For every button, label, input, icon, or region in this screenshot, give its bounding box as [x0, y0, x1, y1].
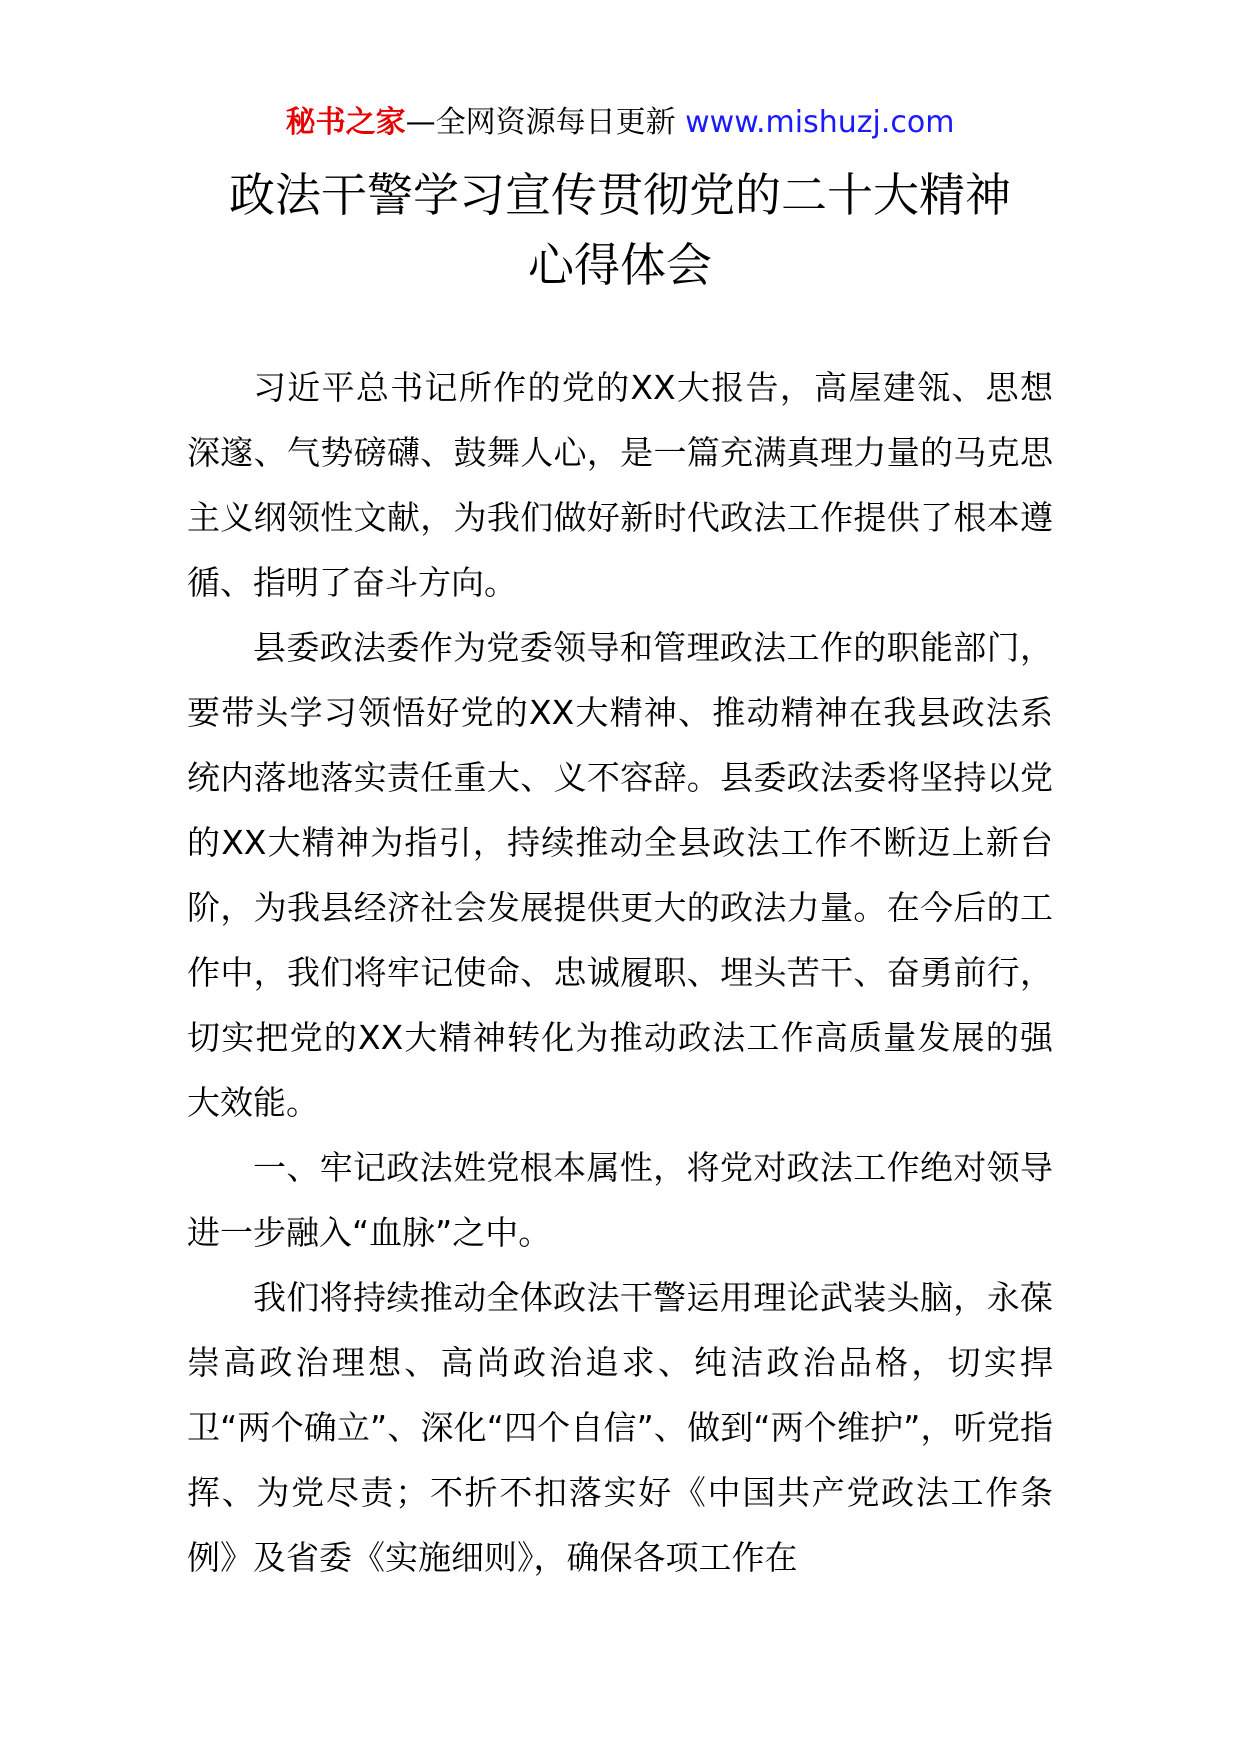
- document-body: [187, 355, 1053, 1590]
- section-heading-1: 一、牢记政法姓党根本属性，将党对政法工作绝对领导进一步融入“血脉”之中。: [187, 1148, 1053, 1252]
- paragraph-intro: 习近平总书记所作的党的XX大报告，高屋建瓴、思想深邃、气势磅礴、鼓舞人心，是一篇充满真理力量的马克思主义纲领性文献，为我们做好新时代政法工作提供了根本遵循、指明了奋斗方向。: [187, 368, 1053, 602]
- site-tagline: —全网资源每日更新: [405, 105, 676, 140]
- site-brand: 秘书之家: [285, 105, 406, 140]
- title-line-2: 心得体会: [528, 238, 712, 292]
- document-title: [0, 160, 1240, 300]
- paragraph-committee: 县委政法委作为党委领导和管理政法工作的职能部门，要带头学习领悟好党的XX大精神、推动精神在我县政法系统内落地落实责任重大、义不容辞。县委政法委将坚持以党的XX大精神为指引，持续推动全县政法工作不断迈上新台阶，为我县经济社会发展提供更大的政法力量。在今后的工作中，我们将牢记使命、忠诚履职、埋头苦干、奋勇前行，切实把党的XX大精神转化为推动政法工作高质量发展的强大效能。: [187, 628, 1053, 1122]
- paragraph-section-1: 我们将持续推动全体政法干警运用理论武装头脑，永葆崇高政治理想、高尚政治追求、纯洁政治品格，切实捍卫“两个确立”、深化“四个自信”、做到“两个维护”，听党指挥、为党尽责；不折不扣落实好《中国共产党政法工作条例》及省委《实施细则》，确保各项工作在: [187, 1278, 1053, 1577]
- site-url-link[interactable]: www.mishuzj.com: [685, 105, 955, 140]
- source-header: [0, 100, 1240, 146]
- title-line-1: 政法干警学习宣传贯彻党的二十大精神: [229, 168, 1011, 222]
